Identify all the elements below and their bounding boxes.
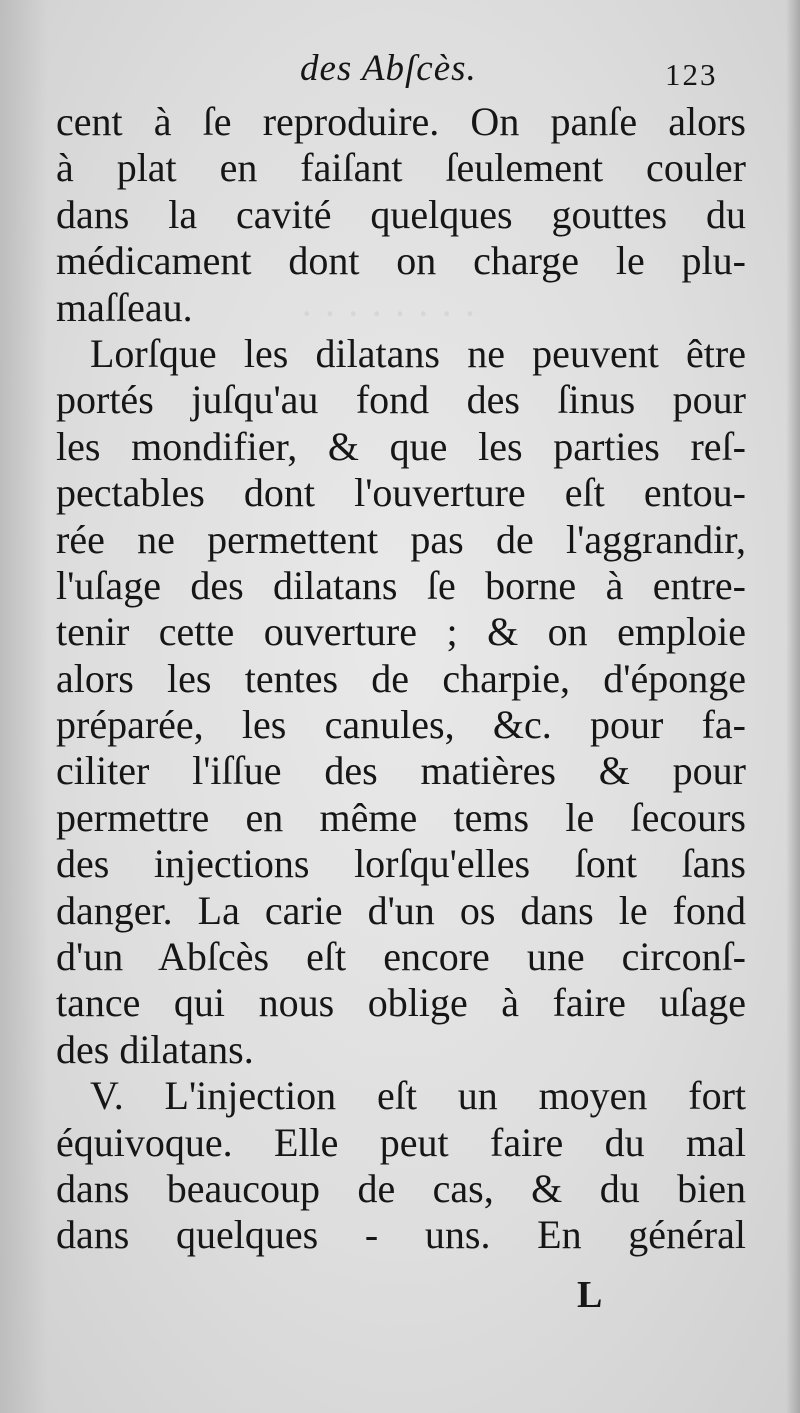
text-line: dans la cavité quelques gouttes du [56, 191, 746, 237]
text-line: dans beaucoup de cas, & du bien [56, 1165, 746, 1211]
text-line: tenir cette ouverture ; & on emploie [56, 609, 746, 655]
text-line: permettre en même tems le ſecours [56, 794, 746, 840]
text-line: V. L'injection eſt un moyen fort [90, 1073, 746, 1119]
text-line: dans quelques - uns. En général [56, 1212, 746, 1258]
body-text [56, 99, 746, 1259]
text-line: des dilatans. [56, 1026, 254, 1072]
text-line: des injections lorſqu'elles ſont ſans [56, 841, 746, 887]
page-number: 123 [665, 57, 718, 92]
page-shadow-left [0, 0, 48, 1413]
text-line: rée ne permettent pas de l'aggrandir, [56, 516, 746, 562]
text-line: Lorſque les dilatans ne peuvent être [90, 330, 746, 376]
text-line: d'un Abſcès eſt encore une circonſ- [56, 934, 746, 980]
page-shadow-right [786, 0, 800, 1413]
text-line: pectables dont l'ouverture eſt entou- [56, 470, 746, 516]
text-line: équivoque. Elle peut faire du mal [56, 1119, 746, 1165]
signature-mark: L [577, 1274, 603, 1316]
text-line: à plat en faiſant ſeulement couler [56, 145, 746, 191]
text-line: cent à ſe reproduire. On panſe alors [56, 99, 746, 144]
text-line: les mondifier, & que les parties reſ- [56, 423, 746, 469]
text-line: danger. La carie d'un os dans le fond [56, 887, 746, 933]
text-line: ciliter l'iſſue des matières & pour [56, 748, 746, 794]
text-line: tance qui nous oblige à faire uſage [56, 980, 746, 1026]
show-through-text: · · · · · · · · [300, 291, 477, 336]
text-line: maſſeau. [56, 284, 193, 330]
text-line: portés juſqu'au fond des ſinus pour [56, 377, 746, 423]
text-line: l'uſage des dilatans ſe borne à entre- [56, 562, 746, 608]
text-line: alors les tentes de charpie, d'éponge [56, 655, 746, 701]
text-line: médicament dont on charge le plu- [56, 238, 746, 284]
text-line: préparée, les canules, &c. pour fa- [56, 702, 746, 748]
running-head: des Abſcès. [300, 48, 477, 89]
